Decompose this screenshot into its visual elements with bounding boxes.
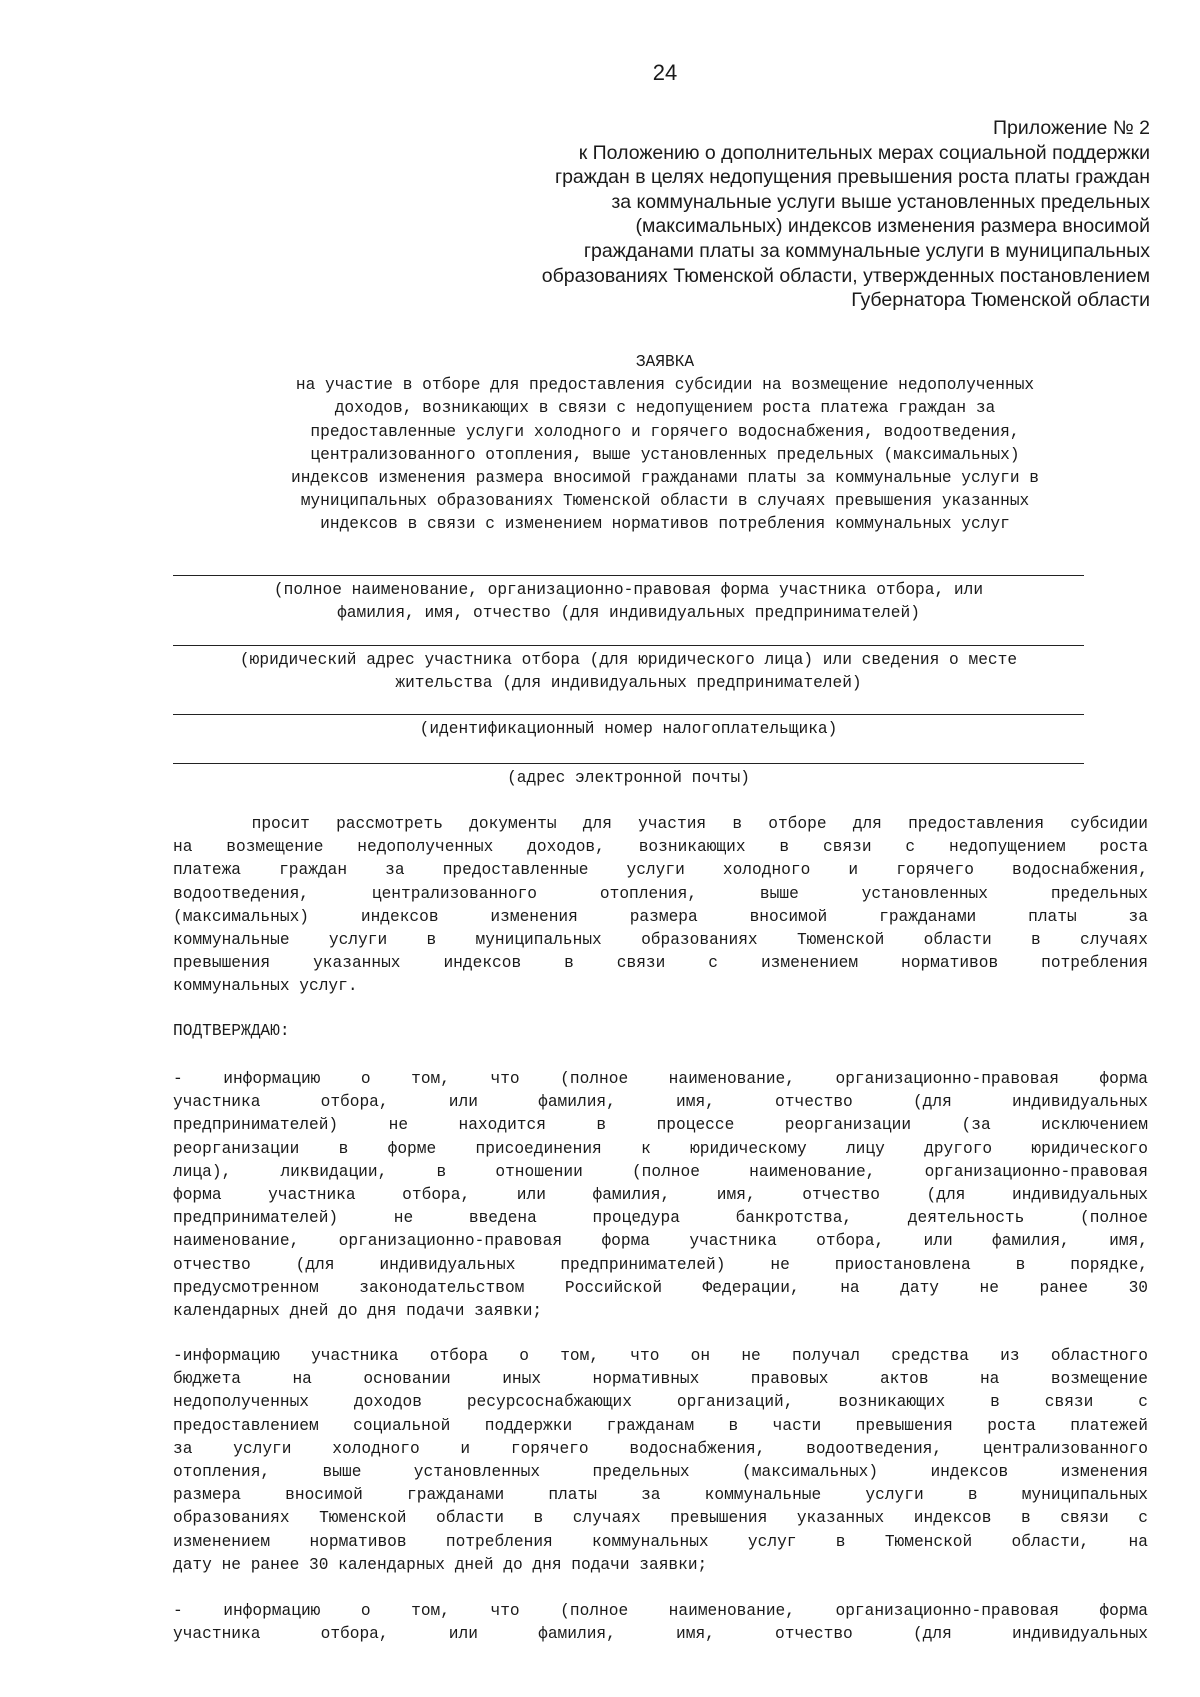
field-caption: жительства (для индивидуальных предпринимателей): [395, 673, 862, 692]
paragraph-line: образованиях Тюменской области в случаях превышения указанных индексов в связи с: [173, 1509, 1148, 1528]
paragraph-line: за услуги холодного и горячего водоснабжения, водоотведения, централизованного: [173, 1439, 1148, 1458]
paragraph-line: (максимальных) индексов изменения размера вносимой гражданами платы за: [173, 907, 1148, 926]
application-subtitle-line: предоставленные услуги холодного и горячего водоснабжения, водоотведения,: [310, 422, 1020, 441]
paragraph-line: отчество (для индивидуальных предпринимателей) не приостановлена в порядке,: [173, 1255, 1148, 1274]
paragraph-line: дату не ранее 30 календарных дней до дня подачи заявки;: [173, 1555, 708, 1574]
confirm-heading: [173, 1020, 1148, 1043]
inn-field: [173, 714, 1084, 741]
paragraph-line: платежа граждан за предоставленные услуги холодного и горячего водоснабжения,: [173, 861, 1148, 880]
paragraph-line: предоставлением социальной поддержки гражданам в части превышения роста платежей: [173, 1416, 1148, 1435]
paragraph-line: форма участника отбора, или фамилия, имя, отчество (для индивидуальных: [173, 1185, 1148, 1204]
paragraph-line: - информацию о том, что (полное наименование, организационно-правовая форма: [173, 1070, 1148, 1088]
field-caption: (юридический адрес участника отбора (для юридического лица) или сведения о месте: [239, 651, 1018, 669]
confirm-heading-text: ПОДТВЕРЖДАЮ:: [173, 1022, 290, 1040]
fill-in-line: [173, 645, 1084, 646]
appendix-line: граждан в целях недопущения превышения роста платы граждан: [554, 166, 1150, 189]
paragraph-line: водоотведения, централизованного отопления, выше установленных предельных: [173, 884, 1148, 903]
paragraph-line: изменением нормативов потребления коммунальных услуг в Тюменской области, на: [173, 1532, 1148, 1551]
paragraph-line: наименование, организационно-правовая форма участника отбора, или фамилия, имя,: [173, 1232, 1148, 1251]
paragraph-line: предпринимателей) не находится в процессе реорганизации (за исключением: [173, 1116, 1148, 1135]
paragraph-line: участника отбора, или фамилия, имя, отчество (для индивидуальных: [173, 1093, 1148, 1112]
fill-in-line: [173, 763, 1084, 764]
appendix-line: Приложение № 2: [993, 117, 1150, 139]
paragraph-line: отопления, выше установленных предельных (максимальных) индексов изменения: [173, 1462, 1148, 1481]
application-heading: ЗАЯВКА: [635, 353, 695, 371]
paragraph-line: лица), ликвидации, в отношении (полное наименование, организационно-правовая: [173, 1162, 1148, 1181]
application-subtitle-line: на участие в отборе для предоставления субсидии на возмещение недополученных: [295, 376, 1035, 395]
appendix-header: [390, 116, 1150, 313]
application-subtitle-line: централизованного отопления, выше установленных предельных (максимальных): [310, 445, 1020, 464]
confirm-item: [173, 1068, 1148, 1323]
paragraph-line: бюджета на основании иных нормативных правовых актов на возмещение: [173, 1370, 1148, 1389]
paragraph-line: календарных дней до дня подачи заявки;: [173, 1301, 543, 1320]
fill-in-line: [173, 714, 1084, 715]
appendix-line: за коммунальные услуги выше установленных предельных: [611, 190, 1150, 213]
paragraph-line: предпринимателей) не введена процедура банкротства, деятельность (полное: [173, 1209, 1148, 1228]
paragraph-line: просит рассмотреть документы для участия в отборе для предоставления субсидии: [173, 815, 1148, 833]
field-caption: фамилия, имя, отчество (для индивидуальных предпринимателей): [337, 603, 920, 622]
participant-name-field: [173, 575, 1084, 624]
confirm-item: [173, 1600, 1148, 1646]
paragraph-line: - информацию о том, что (полное наименование, организационно-правовая форма: [173, 1602, 1148, 1620]
appendix-line: гражданами платы за коммунальные услуги в муниципальных: [583, 239, 1150, 262]
application-subtitle-line: муниципальных образованиях Тюменской области в случаях превышения указанных: [300, 492, 1030, 511]
email-field: [173, 763, 1084, 790]
paragraph-line: реорганизации в форме присоединения к юридическому лицу другого юридического: [173, 1139, 1148, 1158]
appendix-line: Губернатора Тюменской области: [851, 289, 1150, 312]
paragraph-line: предусмотренном законодательством Российской Федерации, на дату не ранее 30: [173, 1278, 1148, 1297]
legal-address-field: [173, 645, 1084, 694]
paragraph-line: -информацию участника отбора о том, что он не получал средства из областного: [173, 1347, 1148, 1365]
fill-in-line: [173, 575, 1084, 576]
appendix-line: образованиях Тюменской области, утвержденных постановлением: [541, 264, 1150, 287]
paragraph-line: участника отбора, или фамилия, имя, отчество (для индивидуальных: [173, 1625, 1148, 1644]
paragraph-line: коммунальные услуги в муниципальных образованиях Тюменской области в случаях: [173, 930, 1148, 949]
paragraph-line: размера вносимой гражданами платы за коммунальные услуги в муниципальных: [173, 1486, 1148, 1505]
application-title: [170, 351, 1160, 537]
paragraph-line: на возмещение недополученных доходов, возникающих в связи с недопущением роста: [173, 838, 1148, 857]
paragraph-line: коммунальных услуг.: [173, 977, 358, 996]
request-paragraph: [173, 813, 1148, 999]
field-caption: (адрес электронной почты): [507, 769, 750, 787]
field-caption: (полное наименование, организационно-правовая форма участника отбора, или: [273, 581, 984, 599]
field-caption: (идентификационный номер налогоплательщика): [419, 720, 838, 738]
confirm-item: [173, 1345, 1148, 1577]
application-subtitle-line: доходов, возникающих в связи с недопущением роста платежа граждан за: [334, 399, 996, 418]
paragraph-line: превышения указанных индексов в связи с изменением нормативов потребления: [173, 954, 1148, 973]
page-number: 24: [652, 60, 678, 85]
application-subtitle-line: индексов изменения размера вносимой гражданами платы за коммунальные услуги в: [291, 469, 1039, 488]
application-subtitle-line: индексов в связи с изменением нормативов потребления коммунальных услуг: [320, 515, 1010, 534]
appendix-line: к Положению о дополнительных мерах социальной поддержки: [578, 141, 1150, 164]
paragraph-line: недополученных доходов ресурсоснабжающих организаций, возникающих в связи с: [173, 1393, 1148, 1412]
appendix-line: (максимальных) индексов изменения размера вносимой: [635, 215, 1150, 238]
